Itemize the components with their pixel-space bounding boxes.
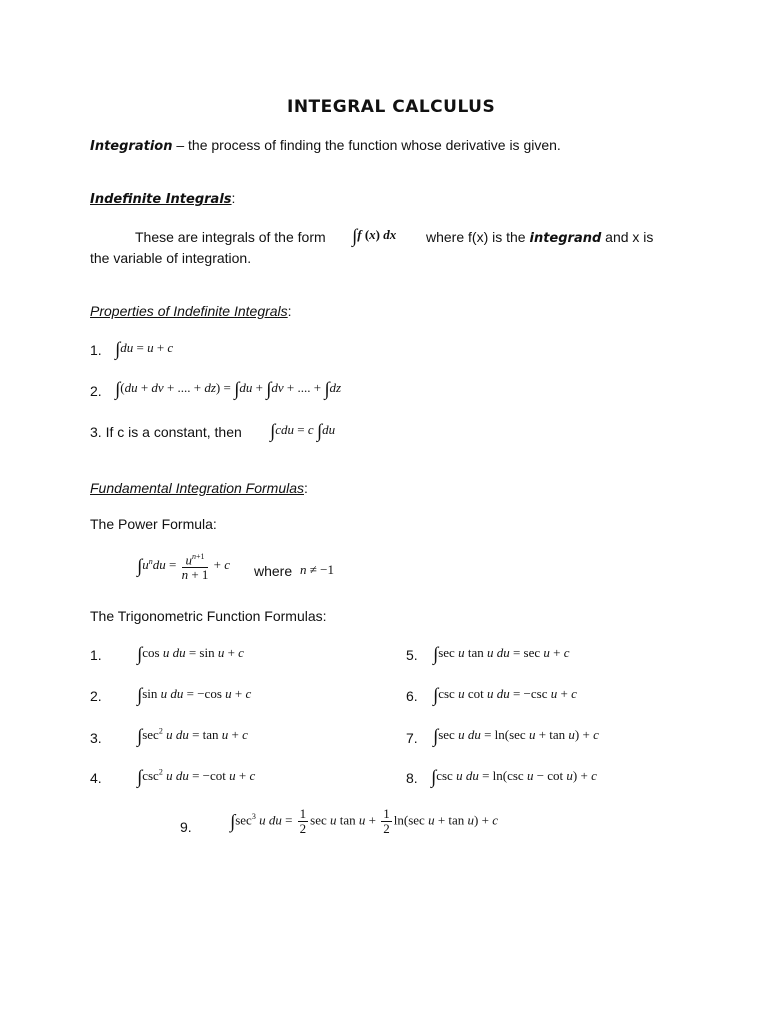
- properties-heading-text: Properties of Indefinite Integrals: [90, 303, 288, 319]
- indefinite-heading: [90, 190, 235, 207]
- trig-formulas-heading: The Trigonometric Function Formulas:: [90, 608, 327, 624]
- definition-text: – the process of finding the function whose derivative is given.: [172, 137, 561, 153]
- trig-3-number: 3.: [90, 730, 102, 746]
- trig-5-formula: ∫sec u tan u du = sec u + c: [433, 644, 570, 665]
- trig-1-formula: ∫cos u du = sin u + c: [137, 644, 244, 665]
- indefinite-heading-text: Indefinite Integrals: [90, 192, 232, 207]
- property-3-formula: ∫cdu = c ∫du: [270, 421, 336, 442]
- property-2-number: 2.: [90, 383, 102, 399]
- property-3-text: If c is a constant, then: [105, 424, 242, 440]
- trig-4-number: 4.: [90, 770, 102, 786]
- trig-7-number: 7.: [406, 730, 418, 746]
- trig-8-number: 8.: [406, 770, 418, 786]
- property-2-formula: ∫(du + dv + .... + dz) = ∫du + ∫dv + .... + ∫dz: [115, 379, 342, 400]
- trig-1-number: 1.: [90, 647, 102, 663]
- property-3-line: [90, 424, 242, 440]
- trig-6-formula: ∫csc u cot u du = −csc u + c: [433, 685, 577, 706]
- fundamental-heading: [90, 480, 308, 496]
- property-1-number: 1.: [90, 342, 102, 358]
- trig-6-number: 6.: [406, 688, 418, 704]
- trig-7-formula: ∫sec u du = ln(sec u + tan u) + c: [433, 726, 599, 747]
- power-condition: n ≠ −1: [300, 562, 334, 577]
- power-formula-heading: The Power Formula:: [90, 516, 217, 532]
- trig-5-number: 5.: [406, 647, 418, 663]
- definition-line: [90, 137, 561, 154]
- formula-generic-integral: ∫f (x) dx: [352, 226, 397, 247]
- properties-heading-suffix: :: [287, 303, 292, 319]
- integrand-term: integrand: [529, 231, 602, 246]
- properties-heading: [90, 303, 292, 319]
- trig-2-formula: ∫sin u du = −cos u + c: [137, 685, 252, 706]
- fundamental-heading-suffix: :: [304, 480, 308, 496]
- trig-2-number: 2.: [90, 688, 102, 704]
- property-3-number: 3.: [90, 424, 102, 440]
- property-1-formula: ∫du = u + c: [115, 339, 174, 360]
- trig-9-formula: $\int\sec^3$ u du = $\frac{1}{2}$ sec u tan u + $\frac{1}{2}$ ln(sec u + tan u) + c: [230, 806, 498, 836]
- trig-8-formula: ∫csc u du = ln(csc u − cot u) + c: [431, 767, 597, 788]
- power-where: where: [254, 563, 293, 579]
- indefinite-line-1b: [426, 229, 653, 246]
- definition-term: Integration: [90, 139, 173, 154]
- page-title: INTEGRAL CALCULUS: [287, 97, 496, 117]
- indefinite-heading-suffix: :: [231, 190, 236, 206]
- indefinite-line-1a: These are integrals of the form: [135, 229, 326, 245]
- indefinite-where: where f(x) is the: [426, 229, 526, 245]
- trig-9-number: 9.: [180, 819, 192, 835]
- indefinite-line-2: the variable of integration.: [90, 250, 252, 266]
- power-formula: $\int u^ndu$ = $\frac{u^{n+1}}{n + 1}$ + c: [137, 552, 231, 583]
- trig-4-formula: $\int\csc^2$ u du = −cot u + c: [137, 767, 256, 788]
- fundamental-heading-text: Fundamental Integration Formulas: [90, 480, 304, 496]
- trig-3-formula: $\int\sec^2$ u du = tan u + c: [137, 726, 248, 747]
- indefinite-and: and x is: [605, 229, 654, 245]
